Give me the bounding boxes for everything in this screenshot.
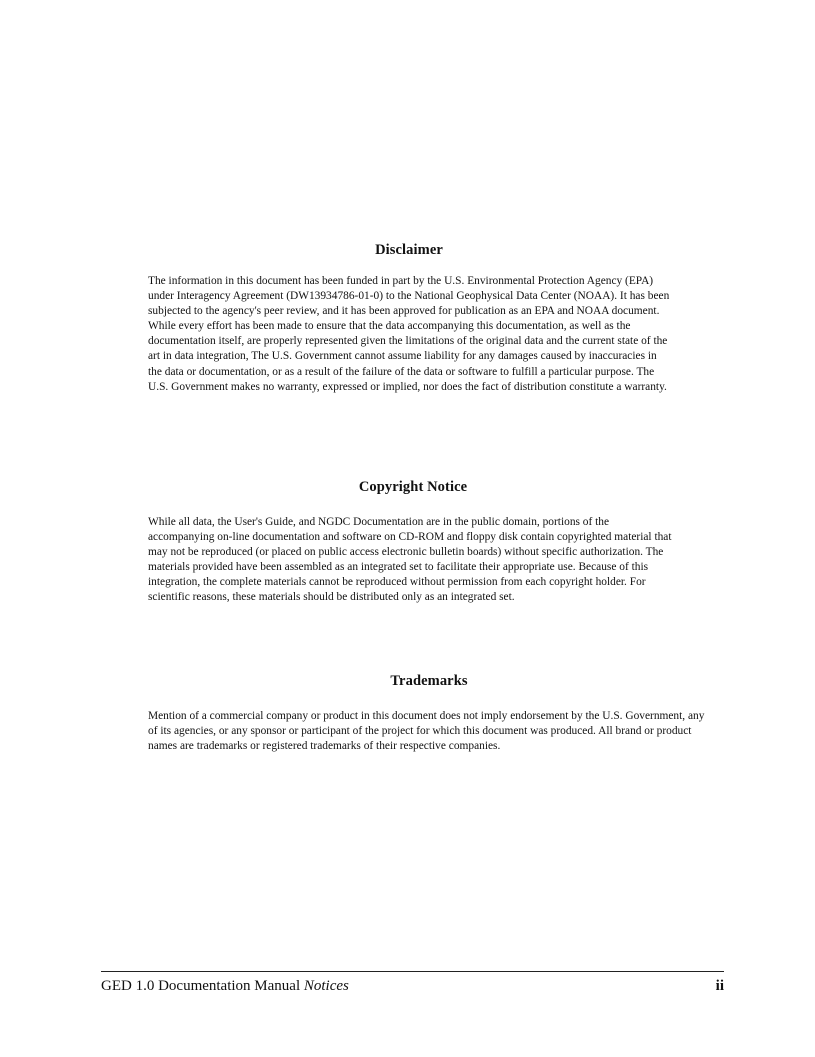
copyright-notice-section [148, 479, 678, 606]
footer-divider [101, 971, 724, 972]
disclaimer-text: The information in this document has been funded in part by the U.S. Environmental Protection Agency (EPA) under Interagency Agreement (DW13934786-01-0) to the National Geophysical Data Center (NOAA). It has been subjected to the agency's peer review, and it has been approved for publication as an EPA and NOAA document. While every effort has been made to ensure that the data accompanying this documentation, as well as the documentation itself, are properly represented given the limitations of the original data and the current state of the art in data integration, The U.S. Government cannot assume liability for any damages caused by inaccuracies in the data or documentation, or as a result of the failure of the data or software to fulfill a particular purpose. The U.S. Government makes no warranty, expressed or implied, nor does the fact of distribution constitute a warranty. [148, 275, 670, 393]
disclaimer-heading: Disclaimer [375, 242, 443, 258]
disclaimer-section [148, 242, 670, 395]
copyright-notice-heading: Copyright Notice [358, 479, 468, 495]
copyright-notice-text: While all data, the User's Guide, and NGDC Documentation are in the public domain, portions of the accompanying on-line documentation and software on CD-ROM and floppy disk contain copyrighted material that may not be reproduced (or placed on public access electronic bulletin boards) without specific authorization. The materials provided have been assembled as an integrated set to facilitate their appropriate use. Because of this integration, the complete materials cannot be reproduced without permission from each copyright holder. For scientific reasons, these materials should be distributed only as an integrated set. [148, 516, 672, 604]
trademarks-section [148, 673, 710, 754]
page-number: ii [715, 978, 724, 994]
footer-document-title [101, 976, 349, 996]
footer-manual-title: GED 1.0 Documentation Manual [101, 978, 301, 994]
trademarks-heading: Trademarks [390, 673, 468, 689]
trademarks-text: Mention of a commercial company or product in this document does not imply endorsement by the U.S. Government, any of its agencies, or any sponsor or participant of the project for which this document was produced. All brand or product names are trademarks or registered trademarks of their respective companies. [148, 710, 705, 753]
footer-section-name: Notices [303, 978, 349, 994]
